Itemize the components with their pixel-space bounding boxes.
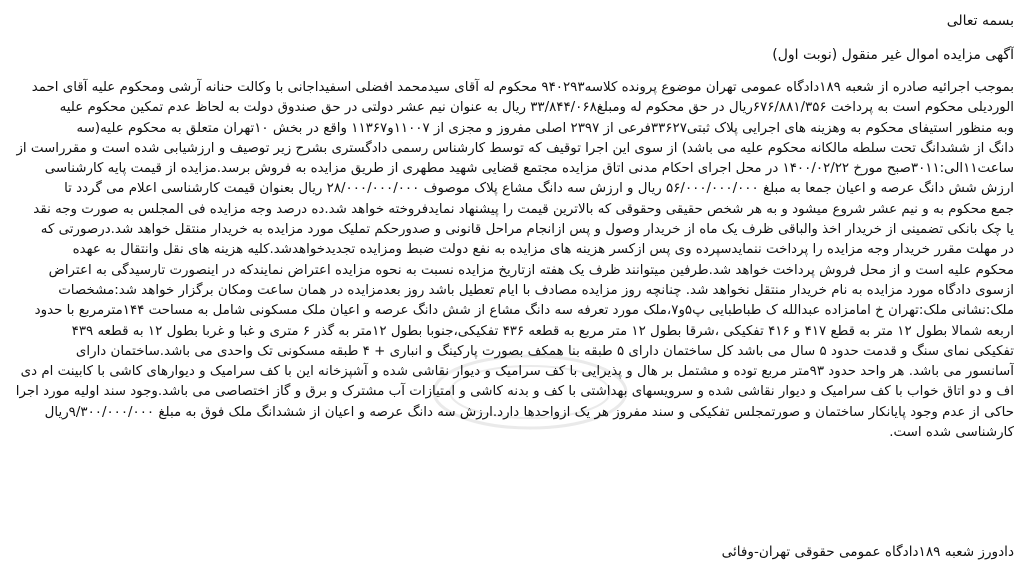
body-line: یا چک بانکی تضمینی از خریدار اخذ والباقی ظرف یک ماه از خریدار وصول و پس ازانجام مراحل قانونی و صدورحکم تملیک مورد مزایده به خریدار منتقل خواهد شد.درصورتی که xyxy=(40,222,1014,238)
body-line: جمع محکوم به و نیم عشر شروع میشود و به هر شخص حقیقی وحقوقی که بالاترین قیمت را پیشنهاد نمایدفروخته خواهد شد.ده درصد وجه مزایده فی المجلس به صورت وجه نقد xyxy=(33,201,1014,217)
document-heading: بسمه تعالی xyxy=(946,13,1014,29)
body-line: ملک:نشانی ملک:تهران خ امامزاده عبدالله ک طباطبایی پ۵و۷،ملک مورد تعرفه سه دانگ مشاع از شش دانگ عرصه و اعیان ملک مسکونی شامل به مساحت ۱۴۴مترمربع با حدود xyxy=(34,303,1014,319)
watermark-seal xyxy=(430,352,630,432)
document-title: آگهی مزایده اموال غیر منقول (نوبت اول) xyxy=(772,47,1014,63)
body-line: تفکیکی نمای سنگ و قدمت حدود ۵ سال می باشد کل ساختمان دارای ۵ طبقه بنا همکف بصورت پارکینگ و انباری + ۴ طبقه مسکونی تک واحدی می باشد.ساختمان دارای xyxy=(75,343,1014,359)
body-line: اربعه شمالا بطول ۱۲ متر به قطع ۴۱۷ و ۴۱۶ تفکیکی ،شرقا بطول ۱۲ متر مربع به قطعه ۴۳۶ تفکیکی،جنوبا بطول ۱۲متر به گذر ۶ متری و غبا و غربا بطول ۱۲ به قطعه ۴۳۹ xyxy=(71,323,1014,339)
body-line: وبه منظور استیفای محکوم به وهزینه های اجرایی پلاک ثبتی۳۳۶۲۷فرعی از ۲۳۹۷ اصلی مفروز و مجزی از ۱۱۰۰۷و۱۱۳۶۷ واقع در بخش ۱۰تهران متعلق به محکوم علیه(سه xyxy=(76,120,1014,136)
body-line: آسانسور می باشد. هر واحد حدود ۹۳متر مربع توده و مشتمل بر هال و پذیرایی با کف سرامیک و دیوار نقاشی شده و آشپزخانه این با کف سرامیک و دیوارهای کاشی با کابینت ام دی xyxy=(20,364,1014,380)
body-line: محکوم علیه است و از محل فروش پرداخت خواهد شد.طرفین میتوانند ظرف یک هفته ازتاریخ مزایده نسبت به نحوه مزایده اعتراض نمایندکه در اینصورت تارسیدگی به اعتراض xyxy=(48,262,1014,278)
document-signature: دادورز شعبه ۱۸۹دادگاه عمومی حقوقی تهران-وفائی xyxy=(721,544,1014,560)
body-line: حاکی از عدم وجود پایانکار ساختمان و صورتمجلس تفکیکی و سند مفروز هر یک ازواحدها دارد.ارزش سه دانگ عرصه و اعیان از ششدانگ ملک فوق به مبلغ ۹/۳۰۰/۰۰۰/۰۰۰ریال xyxy=(44,404,1014,420)
body-line: اف و دو اتاق خواب با کف سرامیک و دیوار نقاشی شده و سرویسهای بهداشتی با کف و بدنه کاشی و امتیازات آب مشترک و برق و گاز اختصاصی می باشد.وجود سند اولیه مورد اجرا xyxy=(15,384,1014,400)
body-line: کارشناسی شده است. xyxy=(889,425,1014,441)
body-line: در مهلت مقرر خریدار وجه مزایده را پرداخت ننمایدسپرده وی پس ازکسر هزینه های مزایده به نفع دولت ضبط ومزایده تجدیدخواهدشد.کلیه هزینه های نقل وانتقال به عهده xyxy=(72,242,1014,258)
body-line: ارزش شش دانگ عرصه و اعیان جمعا به مبلغ ۵۶/۰۰۰/۰۰۰/۰۰۰ ریال و ارزش سه دانگ مشاع پلاک موصوف ۲۸/۰۰۰/۰۰۰/۰۰۰ ریال بعنوان قیمت کارشناسی اعلام می گردد تا xyxy=(64,181,1014,197)
body-line: بموجب اجرائیه صادره از شعبه ۱۸۹دادگاه عمومی تهران موضوع پرونده کلاسه۹۴۰۲۹۳ محکوم له آقای سیدمحمد افضلی اسفیداجانی با وکالت حنانه آرشی ومحکوم علیه آقای احمد xyxy=(31,80,1014,95)
body-line: الوردیلی محکوم است به پرداخت ۶۷۶/۸۸۱/۳۵۶ریال در حق محکوم له ومبلغ۳۳/۸۴۴/۰۶۸ ریال به عنوان نیم عشر دولتی در حق صندوق دولت به لحاظ عدم تمکین محکوم علیه xyxy=(59,100,1014,116)
body-line: ازسوی دادگاه مورد مزایده به نام خریدار منتقل نخواهد شد. چنانچه روز مزایده مصادف با ایام تعطیل باشد روز بعدمزایده در همان ساعت ومکان برگزار خواهد شد:مشخصات xyxy=(58,282,1014,298)
body-line: ساعت۱۱الی:۳۰۱۱صبح مورخ ۱۴۰۰/۰۲/۲۲ در محل اجرای احکام مدنی اتاق مزایده مجتمع قضایی شهید مطهری از طریق مزایده به فروش برسد.مزایده از قیمت پایه کارشناسی xyxy=(44,161,1014,177)
body-line: دانگ از ششدانگ تحت سلطه مالکانه محکوم علیه می باشد) از سوی این اجرا توقیف که توسط کارشناس رسمی دادگستری بشرح زیر توصیف و ارزشیابی شده است و مقرراست از xyxy=(16,140,1014,156)
